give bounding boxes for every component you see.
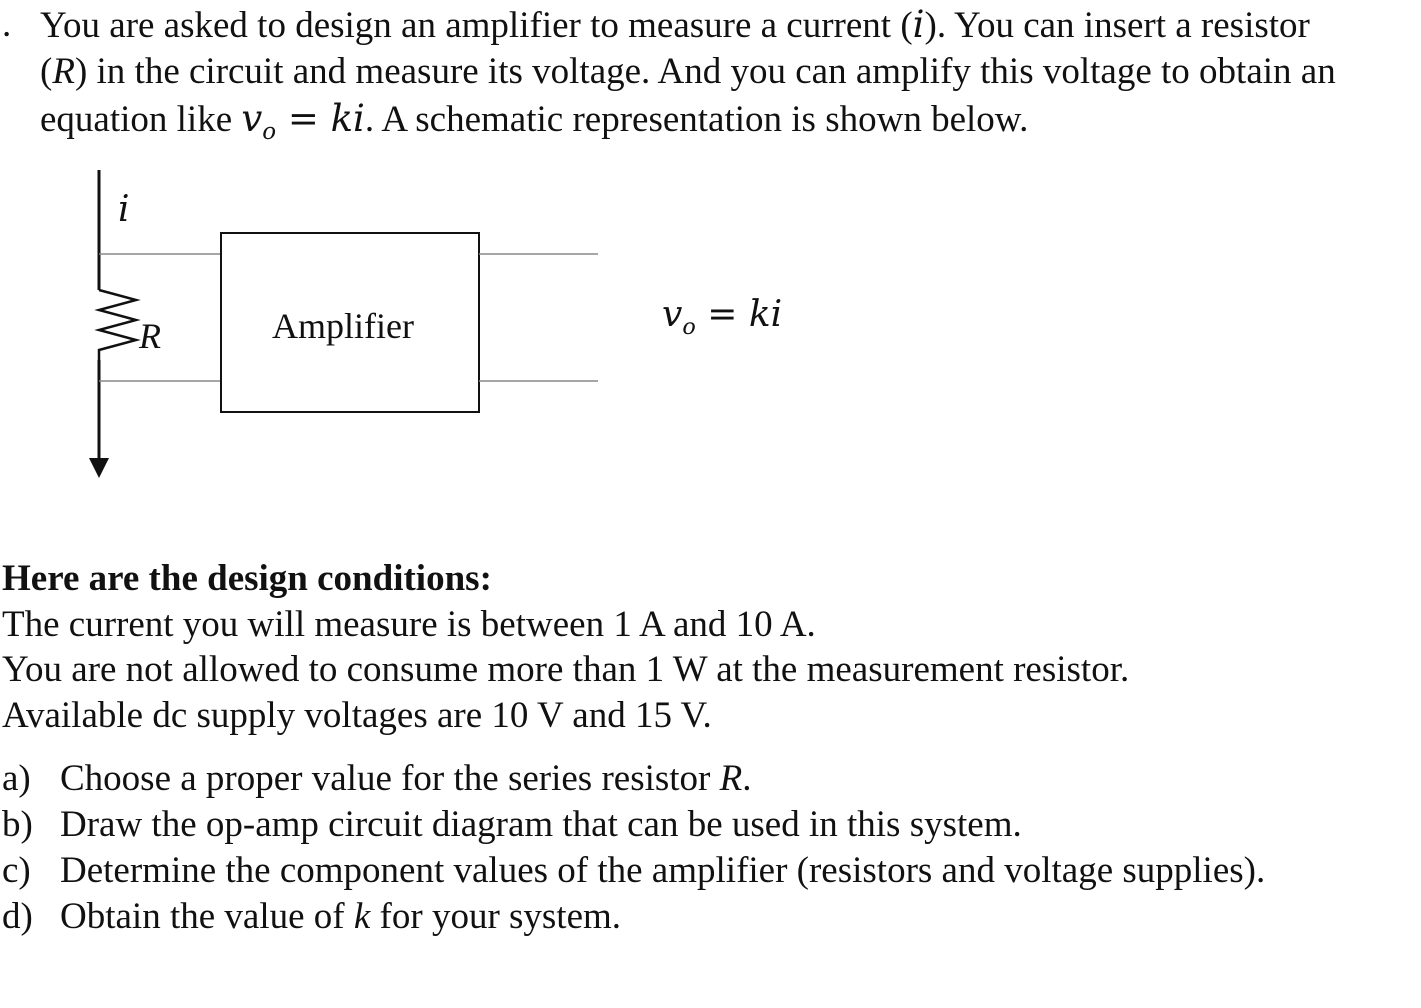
intro-line-2 (40, 49, 1336, 95)
question-text-end: for your system. (370, 896, 622, 937)
question-list (2, 756, 1402, 940)
question-a (2, 756, 1402, 802)
resistor-symbol (99, 290, 136, 360)
design-conditions (2, 556, 1402, 738)
question-b (2, 802, 1402, 848)
question-c (2, 848, 1402, 894)
equation-subscript: o (262, 119, 277, 146)
output-subscript: o (682, 313, 696, 340)
problem-bullet: . (2, 4, 12, 45)
question-letter: a) (2, 758, 31, 799)
intro-text: equation like (40, 99, 242, 140)
question-letter: c) (2, 850, 31, 891)
condition-power-limit: You are not allowed to consume more than 1 W at the measurement resistor. (2, 649, 1130, 690)
intro-text: ). You can insert a resistor (924, 5, 1310, 46)
equation-inline (241, 97, 365, 146)
intro-line-1 (40, 2, 1310, 49)
intro-text: . A schematic representation is shown below. (364, 99, 1029, 140)
question-text: Draw the op-amp circuit diagram that can be used in this system. (60, 804, 1022, 845)
question-text-end: . (742, 758, 752, 799)
current-label: i (118, 189, 130, 230)
question-text: Determine the component values of the amplifier (resistors and voltage supplies). (60, 850, 1266, 891)
question-variable: R (719, 758, 743, 799)
question-variable: k (353, 896, 371, 937)
conditions-heading: Here are the design conditions: (2, 558, 492, 599)
equation-rest: = ki (276, 97, 365, 140)
output-equation (662, 295, 782, 347)
intro-line-3 (40, 96, 1028, 155)
intro-text: You are asked to design an amplifier to measure a current ( (40, 5, 913, 46)
question-letter: d) (2, 896, 33, 937)
question-text: Choose a proper value for the series resistor (60, 758, 720, 799)
equation-v: v (241, 97, 263, 140)
current-arrow (89, 458, 109, 478)
amplifier-schematic (0, 160, 820, 490)
condition-current-range: The current you will measure is between 1 A and 10 A. (2, 603, 816, 645)
resistor-label: R (139, 316, 161, 356)
intro-text: ( (40, 51, 53, 92)
output-rest: = ki (695, 294, 783, 335)
intro-text: ) in the circuit and measure its voltage. And you can amplify this voltage to obtain an (74, 51, 1336, 92)
resistor-variable: R (52, 51, 75, 92)
question-letter: b) (2, 804, 33, 845)
output-v: v (662, 294, 683, 335)
question-d (2, 894, 1402, 940)
amplifier-label: Amplifier (272, 306, 414, 346)
question-text: Obtain the value of (60, 896, 354, 937)
current-variable: i (912, 3, 925, 46)
condition-supply-voltages: Available dc supply voltages are 10 V and 15 V. (2, 694, 712, 736)
